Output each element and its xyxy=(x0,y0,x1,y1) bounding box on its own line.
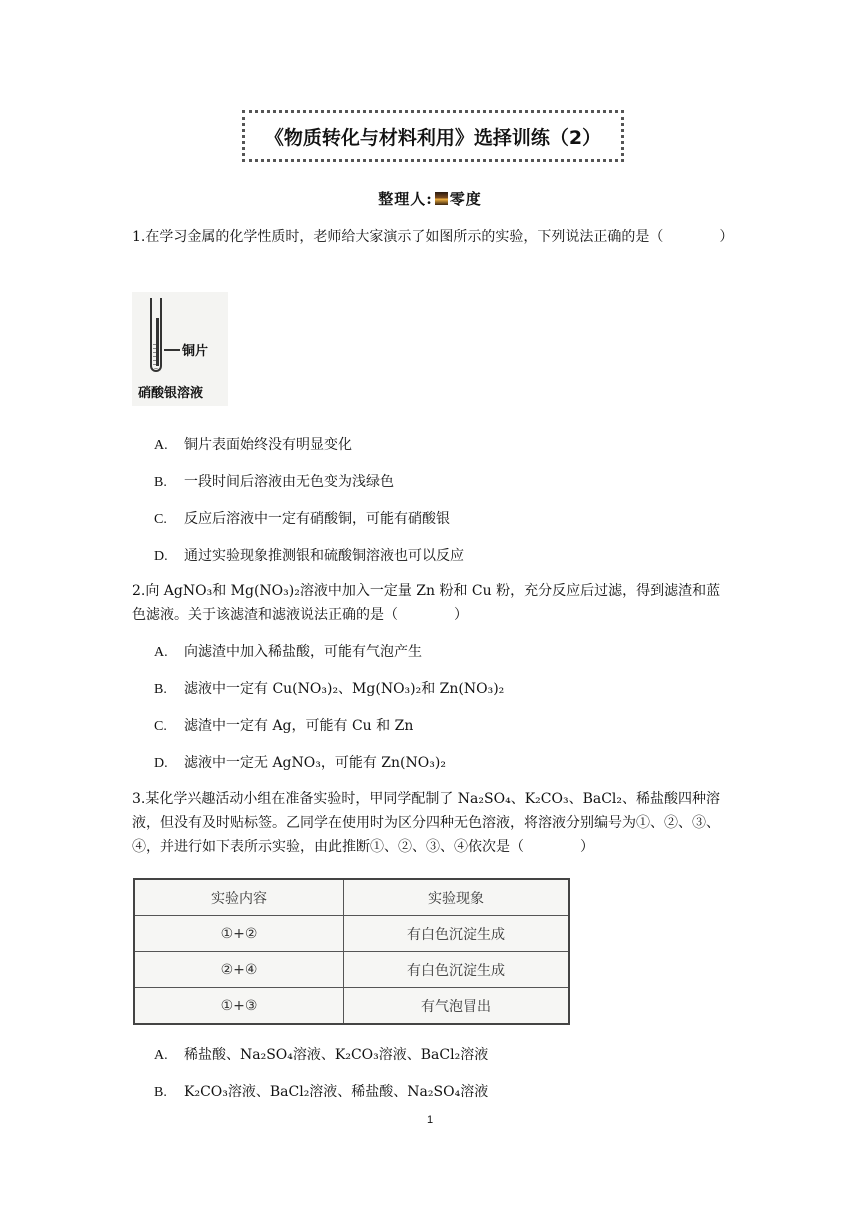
question-3-stem: 3.某化学兴趣活动小组在准备实验时，甲同学配制了 Na₂SO₄、K₂CO₃、BaCl₂、稀盐酸四种溶液，但没有及时贴标签。乙同学在使用时为区分四种无色溶液，将溶液分别编号为①、②、③、④，并进行如下表所示实验，由此推断①、②、③、④依次是（ ） xyxy=(132,791,721,855)
question-1-figure xyxy=(132,292,228,406)
table-cell: ①+③ xyxy=(134,988,344,1025)
question-1-option-b: B. 一段时间后溶液由无色变为浅绿色 xyxy=(154,474,394,490)
table-cell: ①+② xyxy=(134,916,344,952)
compiler-line xyxy=(0,188,860,209)
compiler-label: 整理人: xyxy=(378,190,433,208)
question-1-option-c: C. 反应后溶液中一定有硝酸铜，可能有硝酸银 xyxy=(154,511,450,527)
table-row xyxy=(134,916,569,952)
experiment-table xyxy=(133,878,570,1025)
question-2-stem: 2.向 AgNO₃和 Mg(NO₃)₂溶液中加入一定量 Zn 粉和 Cu 粉，充分反应后过滤，得到滤渣和蓝色滤液。关于该滤渣和滤液说法正确的是（ ） xyxy=(132,583,721,623)
copper-strip xyxy=(156,318,159,366)
table-cell: 有白色沉淀生成 xyxy=(344,916,570,952)
table-header: 实验内容 xyxy=(134,879,344,916)
copper-strip-label: 铜片 xyxy=(182,344,209,359)
table-row xyxy=(134,952,569,988)
table-header-row xyxy=(134,879,569,916)
label-pointer xyxy=(164,349,180,351)
question-3-option-a: A. 稀盐酸、Na₂SO₄溶液、K₂CO₃溶液、BaCl₂溶液 xyxy=(154,1047,489,1063)
question-2-option-a: A. 向滤渣中加入稀盐酸，可能有气泡产生 xyxy=(154,644,422,660)
table-cell: 有气泡冒出 xyxy=(344,988,570,1025)
avatar-icon xyxy=(435,192,448,205)
question-1-option-d: D. 通过实验现象推测银和硫酸铜溶液也可以反应 xyxy=(154,548,464,564)
question-2-option-b: B. 滤液中一定有 Cu(NO₃)₂、Mg(NO₃)₂和 Zn(NO₃)₂ xyxy=(154,681,505,697)
question-3-option-b: B. K₂CO₃溶液、BaCl₂溶液、稀盐酸、Na₂SO₄溶液 xyxy=(154,1084,489,1100)
question-2-option-d: D. 滤液中一定无 AgNO₃，可能有 Zn(NO₃)₂ xyxy=(154,755,446,771)
solution-label: 硝酸银溶液 xyxy=(138,386,204,401)
page-title: 《物质转化与材料利用》选择训练（2） xyxy=(264,126,602,149)
title-box xyxy=(242,110,624,162)
table-cell: ②+④ xyxy=(134,952,344,988)
compiler-name: 零度 xyxy=(449,190,482,208)
page-number: 1 xyxy=(426,1114,434,1126)
table-row xyxy=(134,988,569,1025)
question-2-option-c: C. 滤渣中一定有 Ag，可能有 Cu 和 Zn xyxy=(154,718,414,734)
question-1-option-a: A. 铜片表面始终没有明显变化 xyxy=(154,437,352,453)
table-cell: 有白色沉淀生成 xyxy=(344,952,570,988)
question-1-stem: 1.在学习金属的化学性质时，老师给大家演示了如图所示的实验，下列说法正确的是（ ） xyxy=(132,229,734,245)
table-header: 实验现象 xyxy=(344,879,570,916)
test-tube-icon xyxy=(150,298,162,372)
